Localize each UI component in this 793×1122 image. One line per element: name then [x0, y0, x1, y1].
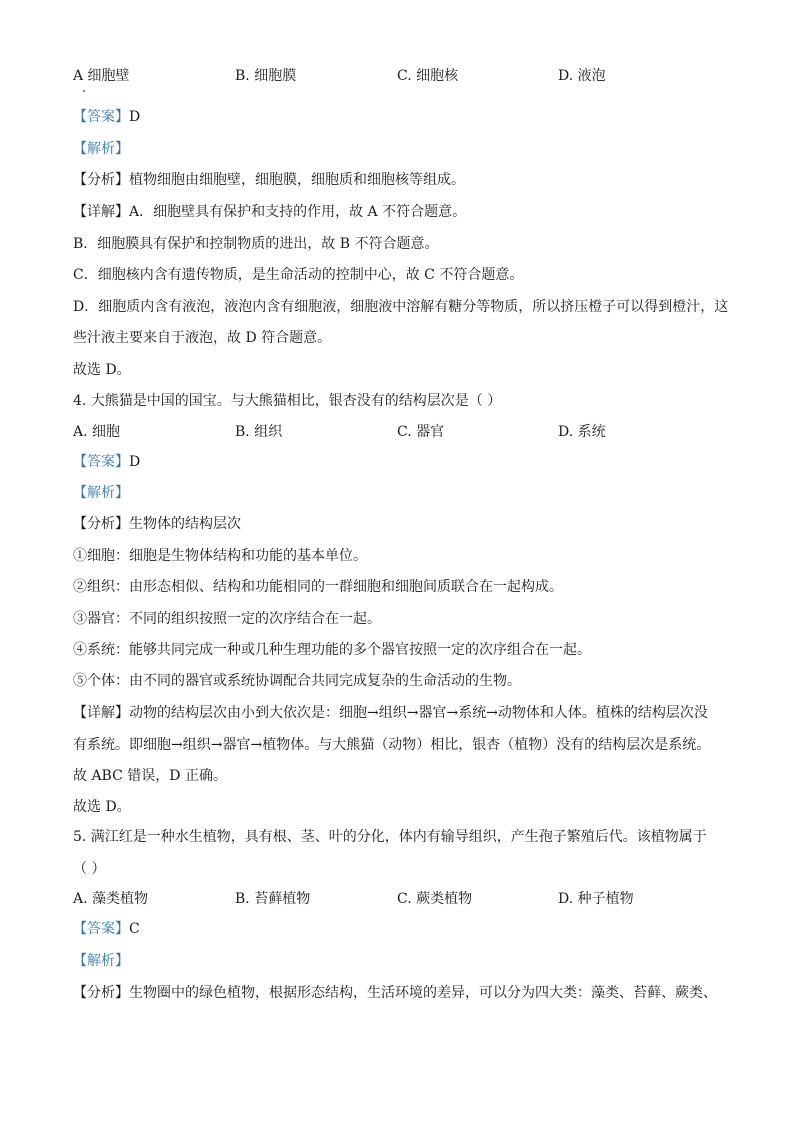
- q4-point-5: ⑤个体：由不同的器官或系统协调配合共同完成复杂的生命活动的生物。: [73, 673, 521, 689]
- q5-option-a: A. 藻类植物: [73, 891, 149, 907]
- q5-answer: 【答案】C: [73, 921, 140, 937]
- q4-answer: 【答案】D: [73, 454, 141, 470]
- q3-answer: 【答案】D: [73, 109, 141, 125]
- stray-dot: [83, 90, 85, 92]
- q4-option-b: B. 组织: [235, 424, 283, 440]
- q3-fenxi: 【分析】植物细胞由细胞壁，细胞膜，细胞质和细胞核等组成。: [73, 172, 465, 188]
- q5-stem-line2: （ ）: [73, 861, 106, 877]
- q4-analysis-tag: 【解析】: [73, 485, 129, 501]
- q3-explain-c: C．细胞核内含有遗传物质，是生命活动的控制中心，故 C 不符合题意。: [73, 267, 524, 283]
- q3-explain-d-line1: D．细胞质内含有液泡，液泡内含有细胞液，细胞液中溶解有糖分等物质，所以挤压橙子可以得到橙汁，这: [73, 299, 729, 315]
- q4-option-d: D. 系统: [558, 424, 606, 440]
- q4-stem: 4. 大熊猫是中国的国宝。与大熊猫相比，银杏没有的结构层次是（ ）: [73, 393, 502, 409]
- q4-option-c: C. 器官: [397, 424, 445, 440]
- q3-option-d: D. 液泡: [558, 68, 606, 84]
- q5-option-d: D. 种子植物: [558, 891, 634, 907]
- q5-fenxi: 【分析】生物圈中的绿色植物，根据形态结构，生活环境的差异，可以分为四大类：藻类、苔藓、蕨类、: [73, 985, 717, 1001]
- q4-xiangjie-line1: 【详解】动物的结构层次由小到大依次是：细胞→组织→器官→系统→动物体和人体。植株的结构层次没: [73, 705, 708, 721]
- q4-point-2: ②组织：由形态相似、结构和功能相同的一群细胞和细胞间质联合在一起构成。: [73, 579, 563, 595]
- q3-explain-d-line2: 些汁液主要来自于液泡，故 D 符合题意。: [73, 330, 332, 346]
- q5-analysis-tag: 【解析】: [73, 953, 129, 969]
- q5-stem-line1: 5. 满江红是一种水生植物，具有根、茎、叶的分化，体内有输导组织，产生孢子繁殖后代。该植物属于: [73, 829, 707, 845]
- q5-option-c: C. 蕨类植物: [397, 891, 473, 907]
- q4-xiangjie-line2: 有系统。即细胞→组织→器官→植物体。与大熊猫（动物）相比，银杏（植物）没有的结构层次是系统。: [73, 737, 711, 753]
- q3-choose: 故选 D。: [73, 362, 131, 378]
- q3-option-a: A 细胞壁: [73, 68, 130, 84]
- q4-fenxi: 【分析】生物体的结构层次: [73, 516, 241, 532]
- q4-choose: 故选 D。: [73, 799, 131, 815]
- q4-point-1: ①细胞：细胞是生物体结构和功能的基本单位。: [73, 548, 367, 564]
- q4-point-3: ③器官：不同的组织按照一定的次序结合在一起。: [73, 611, 381, 627]
- q3-xiangjie: 【详解】A．细胞壁具有保护和支持的作用，故 A 不符合题意。: [73, 204, 467, 220]
- q3-explain-b: B．细胞膜具有保护和控制物质的进出，故 B 不符合题意。: [73, 236, 439, 252]
- q3-option-b: B. 细胞膜: [235, 68, 297, 84]
- q5-option-b: B. 苔藓植物: [235, 891, 311, 907]
- q4-point-4: ④系统：能够共同完成一种或几种生理功能的多个器官按照一定的次序组合在一起。: [73, 642, 591, 658]
- q4-option-a: A. 细胞: [73, 424, 121, 440]
- q3-analysis-tag: 【解析】: [73, 141, 129, 157]
- q3-option-c: C. 细胞核: [397, 68, 459, 84]
- q4-xiangjie-line3: 故 ABC 错误，D 正确。: [73, 768, 227, 784]
